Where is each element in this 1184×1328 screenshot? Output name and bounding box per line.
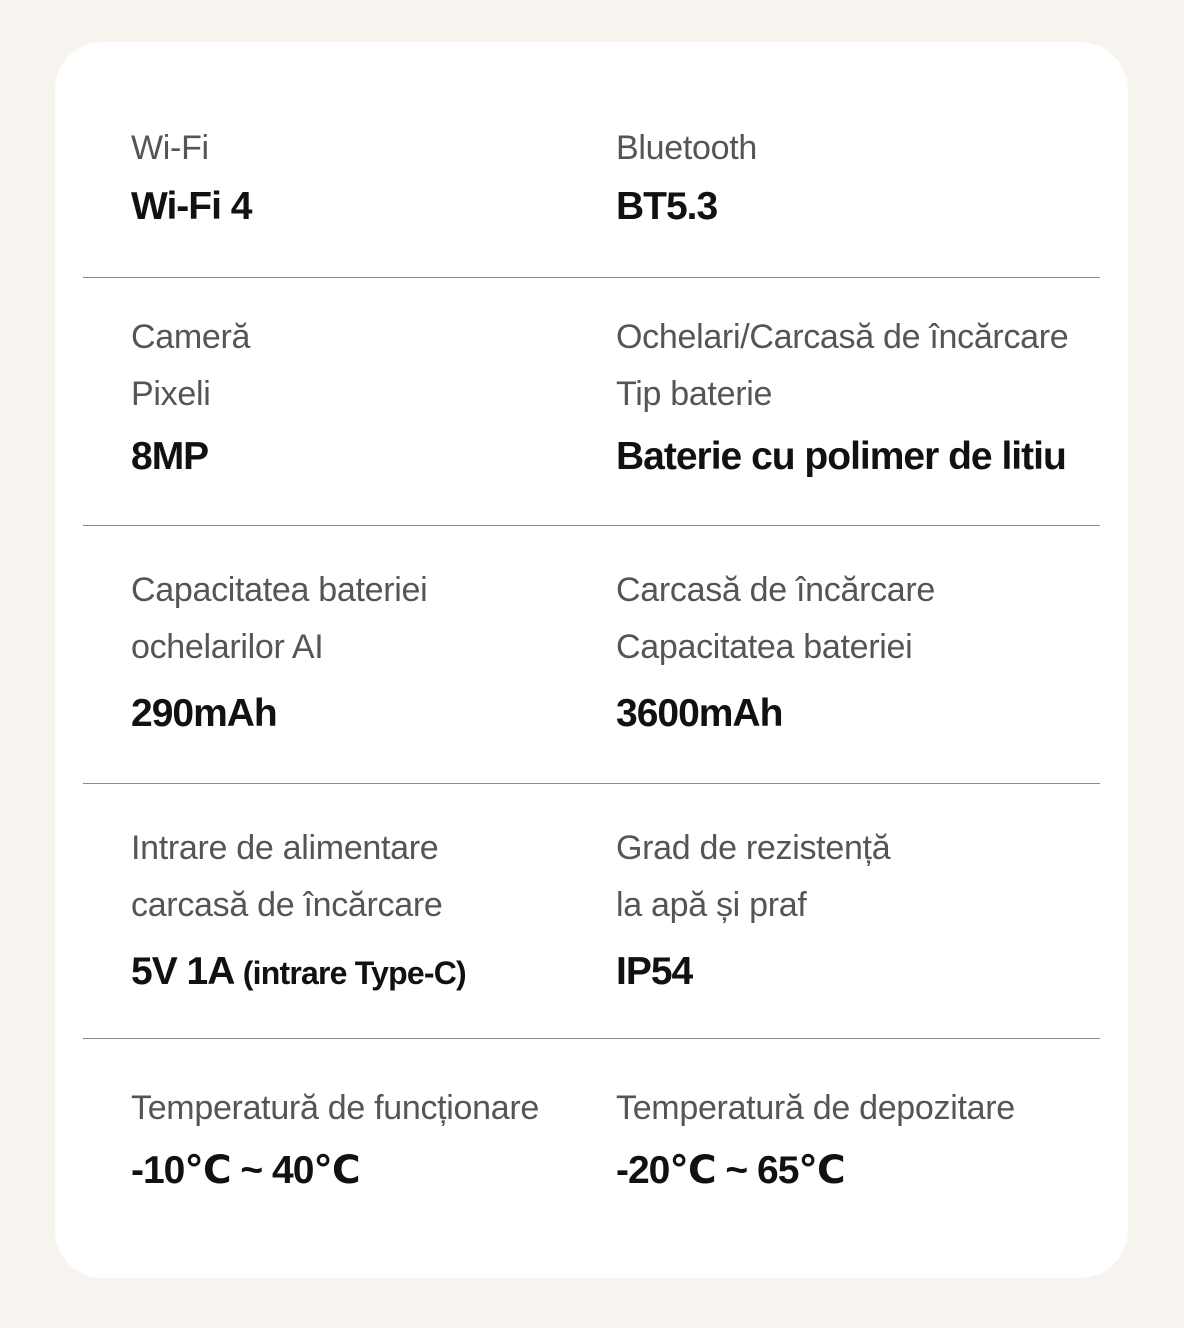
spec-case-power-input — [131, 820, 466, 997]
row-divider — [83, 525, 1100, 526]
spec-value: Baterie cu polimer de litiu — [616, 435, 1066, 478]
spec-label: Capacitatea bateriei — [131, 571, 428, 609]
spec-label: la apă și praf — [616, 886, 807, 924]
spec-value — [131, 948, 466, 997]
spec-label: Tip baterie — [616, 375, 773, 413]
spec-value: 290mAh — [131, 692, 277, 735]
spec-value: Wi-Fi 4 — [131, 185, 252, 228]
spec-value: -20℃ ~ 65℃ — [616, 1149, 845, 1192]
spec-value-main: 5V 1A — [131, 950, 233, 993]
spec-label: Temperatură de funcționare — [131, 1089, 540, 1127]
spec-value: -10℃ ~ 40℃ — [131, 1149, 360, 1192]
spec-wifi — [131, 120, 251, 231]
spec-label: Bluetooth — [616, 129, 757, 167]
spec-label: Carcasă de încărcare — [616, 571, 936, 609]
spec-label: Intrare de alimentare — [131, 829, 439, 867]
spec-label: Pixeli — [131, 375, 211, 413]
spec-glasses-battery-capacity — [131, 562, 427, 738]
spec-storage-temperature — [616, 1080, 1015, 1195]
spec-battery-type — [616, 309, 1068, 481]
spec-ip-rating — [616, 820, 890, 996]
row-divider — [83, 1038, 1100, 1039]
spec-value: 8MP — [131, 435, 209, 478]
spec-value: BT5.3 — [616, 185, 718, 228]
spec-label: Wi-Fi — [131, 129, 209, 167]
spec-label: Capacitatea bateriei — [616, 628, 913, 666]
spec-label: Cameră — [131, 318, 251, 356]
spec-case-battery-capacity — [616, 562, 935, 738]
spec-label: Grad de rezistență — [616, 829, 891, 867]
spec-label: carcasă de încărcare — [131, 886, 443, 924]
spec-label: Ochelari/Carcasă de încărcare — [616, 318, 1069, 356]
spec-value: 3600mAh — [616, 692, 783, 735]
spec-value: IP54 — [616, 950, 693, 993]
spec-camera-pixels — [131, 309, 250, 481]
row-divider — [83, 783, 1100, 784]
spec-card — [55, 42, 1128, 1278]
spec-operating-temperature — [131, 1080, 539, 1195]
spec-label: Temperatură de depozitare — [616, 1089, 1015, 1127]
row-divider — [83, 277, 1100, 278]
spec-value-note: (intrare Type-C) — [242, 955, 466, 991]
spec-label: ochelarilor AI — [131, 628, 324, 666]
spec-bluetooth — [616, 120, 757, 231]
